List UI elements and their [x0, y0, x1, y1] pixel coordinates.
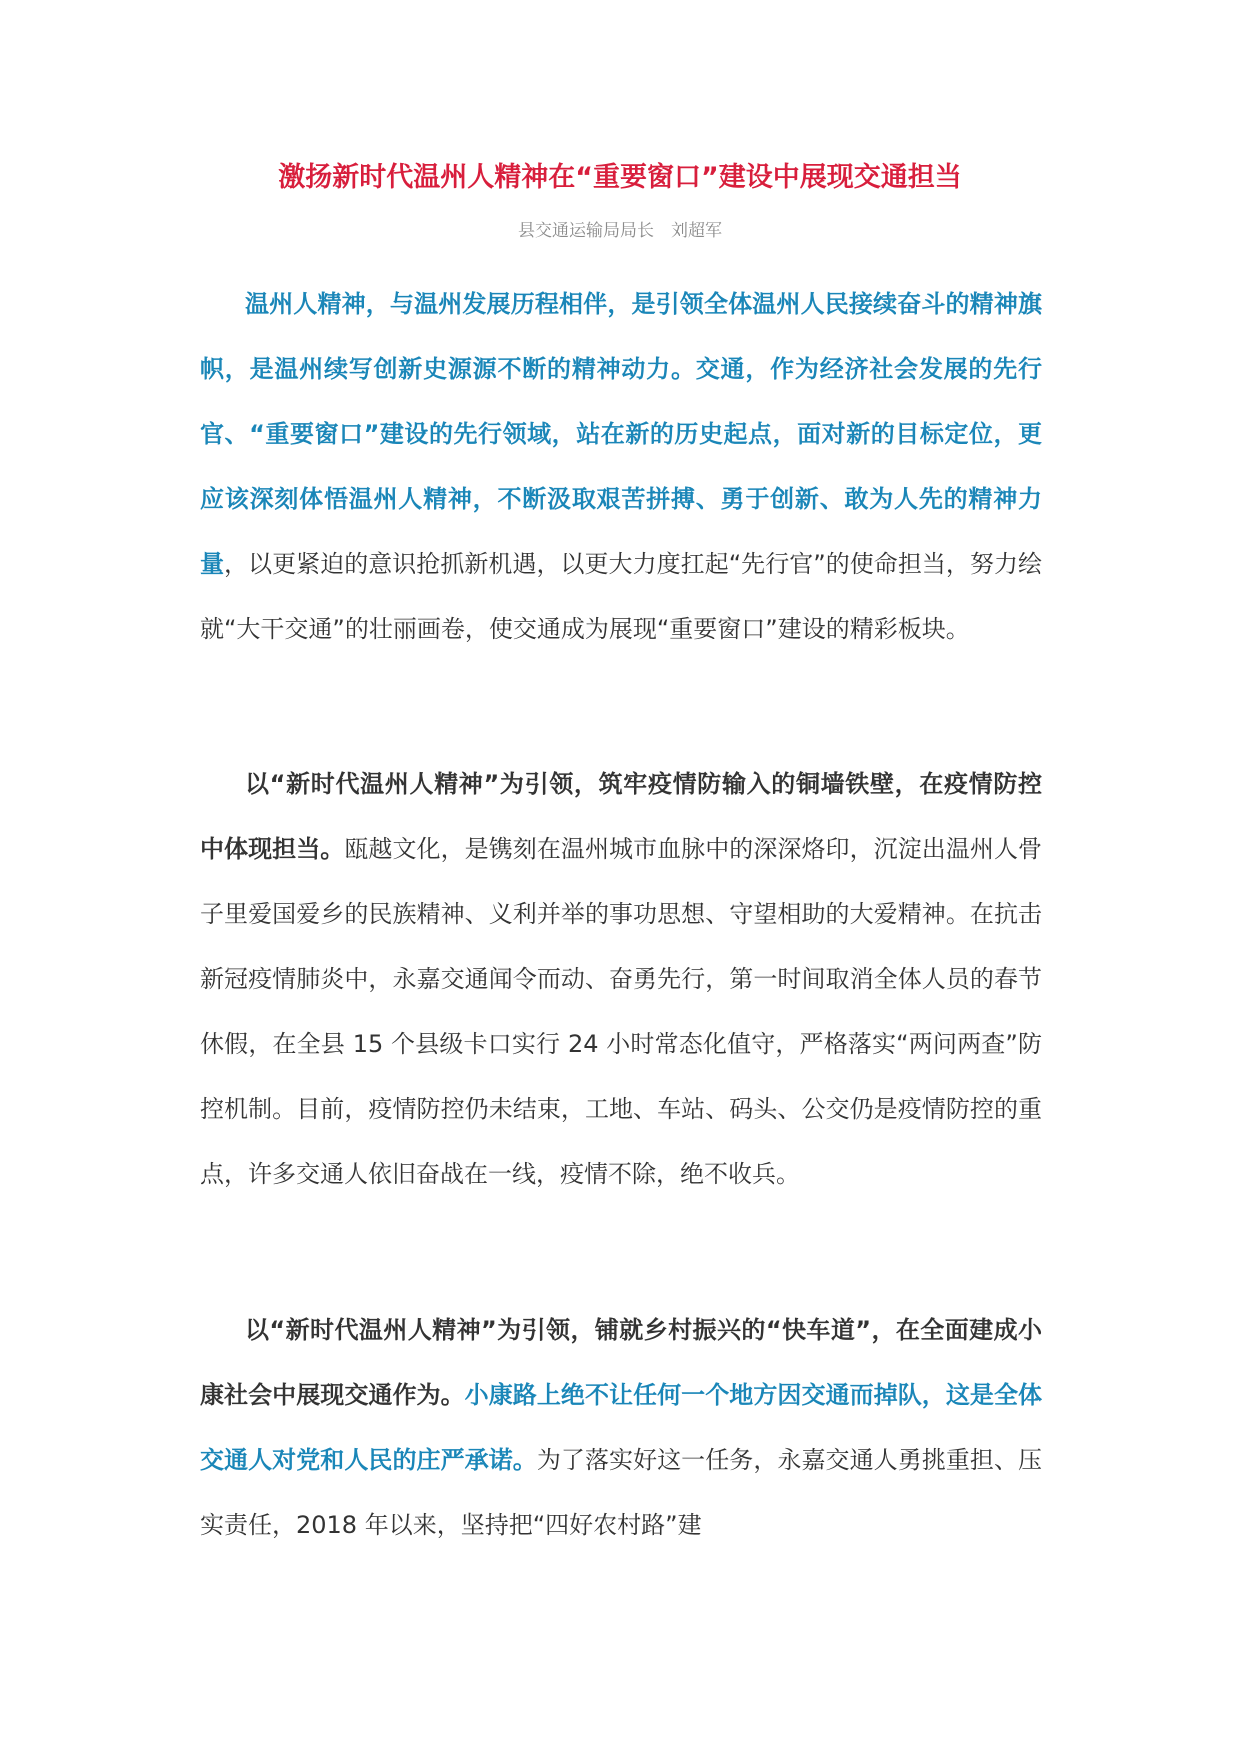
paragraph-3-highlight: 小康路上绝不让任何一个地方因交通而掉队，这是全体交通人对党和人民的庄严承诺。 — [200, 1381, 1043, 1474]
paragraph-2-heading: 以“新时代温州人精神”为引领，筑牢疫情防输入的铜墙铁壁，在疫情防控中体现担当。 — [200, 770, 1042, 863]
paragraph-1-highlight: 温州人精神，与温州发展历程相伴，是引领全体温州人民接续奋斗的精神旗帜，是温州续写创新史源源不断的精神动力。交通，作为经济社会发展的先行官、“重要窗口”建设的先行领域，站在新的历史起点，面对新的目标定位，更应该深刻体悟温州人精神，不断汲取艰苦拼搏、勇于创新、敢为人先的精神力量 — [200, 290, 1042, 578]
paragraph-3-text: 为了落实好这一任务，永嘉交通人勇挑重担、压实责任，2018 年以来，坚持把“四好农村路”建 — [200, 1446, 1043, 1539]
paragraph-3 — [200, 1298, 1042, 1558]
paragraph-1-text: ，以更紧迫的意识抢抓新机遇，以更大力度扛起“先行官”的使命担当，努力绘就“大干交通”的壮丽画卷，使交通成为展现“重要窗口”建设的精彩板块。 — [200, 550, 1043, 643]
paragraph-3-heading: 以“新时代温州人精神”为引领，铺就乡村振兴的“快车道”，在全面建成小康社会中展现交通作为。 — [200, 1316, 1042, 1409]
article-byline: 县交通运输局局长 刘超军 — [518, 221, 722, 241]
paragraph-2 — [200, 752, 1042, 1207]
paragraph-2-text: 瓯越文化，是镌刻在温州城市血脉中的深深烙印，沉淀出温州人骨子里爱国爱乡的民族精神、义利并举的事功思想、守望相助的大爱精神。在抗击新冠疫情肺炎中，永嘉交通闻令而动、奋勇先行，第一时间取消全体人员的春节休假，在全县 15 个县级卡口实行 24 小时常态化值守，严格落实“两问两查”防控机制。目前，疫情防控仍未结束，工地、车站、码头、公交仍是疫情防控的重点，许多交通人依旧奋战在一线，疫情不除，绝不收兵。 — [200, 835, 1043, 1188]
article-title: 激扬新时代温州人精神在“重要窗口”建设中展现交通担当 — [278, 162, 962, 193]
paragraph-1 — [200, 272, 1042, 662]
